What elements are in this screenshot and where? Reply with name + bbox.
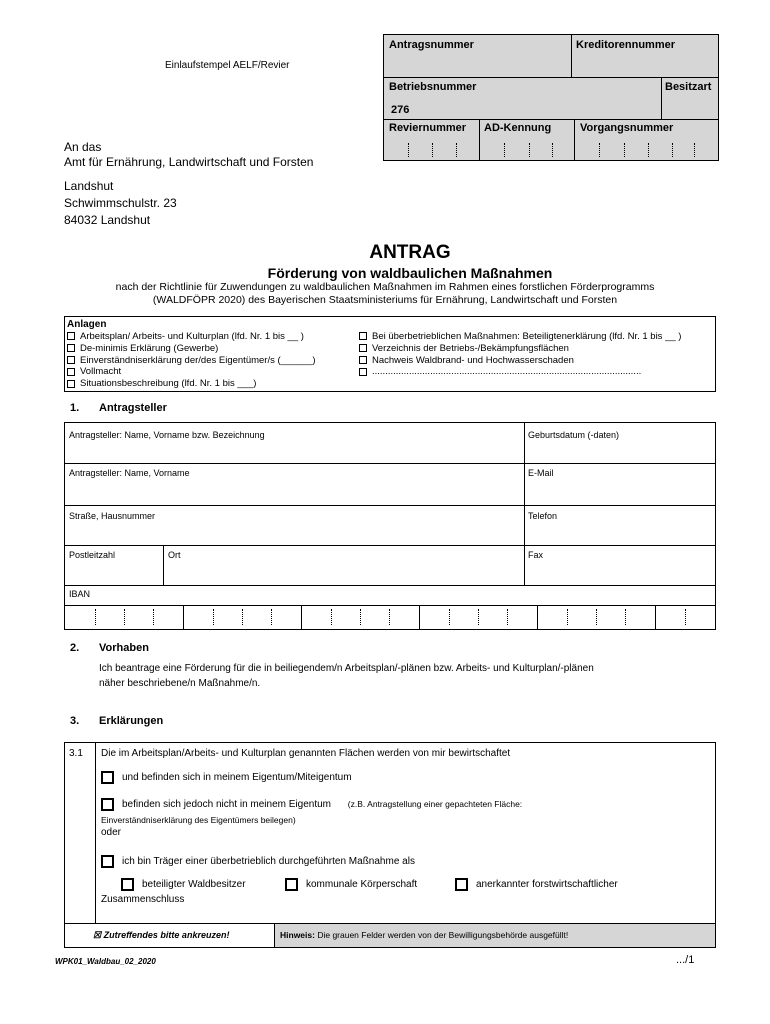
anlage-item[interactable]: De-minimis Erklärung (Gewerbe) [67,343,316,355]
checkbox[interactable] [455,878,468,891]
option-overbetrieblich[interactable]: ich bin Träger einer überbetrieblich durchgeführten Maßnahme als [101,855,415,868]
grey-fields-hint: Hinweis: Die grauen Felder werden von der Bewilligungsbehörde ausgefüllt! [280,930,569,940]
section2-title: Vorhaben [99,642,149,654]
ad-kennung-label: AD-Kennung [484,122,552,134]
intro-line-2: (WALDFÖPR 2020) des Bayerischen Staatsministeriums für Ernährung, Landwirtschaft und Forsten [152,294,618,306]
oder-label: oder [101,827,122,838]
iban-label: IBAN [69,589,91,599]
anlagen-right-list [359,331,681,378]
checkbox[interactable] [101,855,114,868]
section2-number: 2. [70,642,80,654]
besitzart-label: Besitzart [665,81,712,93]
option-own-property[interactable]: und befinden sich in meinem Eigentum/Miteigentum [101,771,352,784]
checkbox[interactable] [101,798,114,811]
postcode-field-label: Postleitzahl [69,550,116,560]
page-subtitle: Förderung von waldbaulichen Maßnahmen [267,265,553,281]
antragsnummer-label: Antragsnummer [389,39,474,51]
anlage-item[interactable]: Einverständniserklärung der/des Eigentümer/s (______) [67,355,316,367]
option-koerperschaft[interactable]: kommunale Körperschaft [285,878,417,891]
name-field-label: Antragsteller: Name, Vorname bzw. Bezeichnung [69,430,265,440]
email-field-label: E-Mail [528,468,554,478]
anlagen-heading: Anlagen [67,319,107,330]
kreditorennummer-label: Kreditorennummer [576,39,676,51]
option-not-own-property[interactable]: befinden sich jedoch nicht in meinem Eigentum (z.B. Antragstellung einer gepachteten Fläche: [101,798,522,811]
option-zusammenschluss[interactable]: anerkannter forstwirtschaftlicher [455,878,618,891]
checkbox[interactable] [101,771,114,784]
anlage-item[interactable]: Situationsbeschreibung (lfd. Nr. 1 bis ___) [67,378,316,390]
anlagen-left-list [67,331,316,390]
anlage-item[interactable]: Nachweis Waldbrand- und Hochwasserschaden [359,355,681,367]
name2-field-label: Antragsteller: Name, Vorname [69,468,190,478]
vorgangsnummer-label: Vorgangsnummer [580,122,674,134]
anlage-item[interactable]: Arbeitsplan/ Arbeits- und Kulturplan (lfd. Nr. 1 bis __ ) [67,331,316,343]
section3-title: Erklärungen [99,715,164,727]
section3-number: 3. [70,715,80,727]
street-field-label: Straße, Hausnummer [69,511,156,521]
anlage-item[interactable]: Bei überbetrieblichen Maßnahmen: Beteiligtenerklärung (lfd. Nr. 1 bis __ ) [359,331,681,343]
checked-box-icon: ☒ [93,930,102,940]
page-title: ANTRAG [369,242,451,263]
fax-field-label: Fax [528,550,544,560]
page-number: .../1 [676,954,695,966]
city-field-label: Ort [168,550,181,560]
betriebsnummer-label: Betriebsnummer [389,81,477,93]
declarations-box [64,742,716,948]
anlage-item[interactable]: Vollmacht [67,366,316,378]
intro-line-1: nach der Richtlinie für Zuwendungen zu waldbaulichen Maßnahmen im Rahmen eines forstlichen Förderprogramms [115,281,655,293]
stamp-label: Einlaufstempel AELF/Revier [165,60,290,71]
iban-input[interactable] [65,605,715,629]
applicant-table [64,422,716,630]
section1-number: 1. [70,402,80,414]
recipient-location: Landshut Schwimmschulstr. 23 84032 Landshut [64,179,177,227]
option-note-consent: Einverständniserklärung des Eigentümers beilegen) [101,815,296,825]
anlagen-box [64,316,716,392]
office-box [383,34,719,161]
phone-field-label: Telefon [528,511,558,521]
declaration-number: 3.1 [69,748,83,759]
reviernummer-label: Reviernummer [389,122,467,134]
option-waldbesitzer[interactable]: beteiligter Waldbesitzer [121,878,246,891]
betriebsnummer-value: 276 [391,104,410,116]
birthdate-field-label: Geburtsdatum (-daten) [528,430,620,440]
tick-hint: ☒ Zutreffendes bitte ankreuzen! [93,930,230,940]
option-zusammenschluss-cont: Zusammenschluss [101,894,185,905]
checkbox[interactable] [285,878,298,891]
document-id: WPK01_Waldbau_02_2020 [55,957,156,966]
checkbox[interactable] [121,878,134,891]
recipient-address: An das Amt für Ernährung, Landwirtschaft und Forsten [64,140,314,169]
anlage-item[interactable]: ...................................................................................................... [359,366,681,378]
section2-text: Ich beantrage eine Förderung für die in beiliegendem/n Arbeitsplan/-plänen bzw. Arbeits- und Kulturplan/-plänen näher beschriebene/n Maßnahme/n. [99,663,594,689]
anlage-item[interactable]: Verzeichnis der Betriebs-/Bekämpfungsflächen [359,343,681,355]
name-field[interactable] [65,423,524,463]
declaration-text: Die im Arbeitsplan/Arbeits- und Kulturplan genannten Flächen werden von mir bewirtschaftet [101,748,511,759]
section1-title: Antragsteller [99,402,167,414]
